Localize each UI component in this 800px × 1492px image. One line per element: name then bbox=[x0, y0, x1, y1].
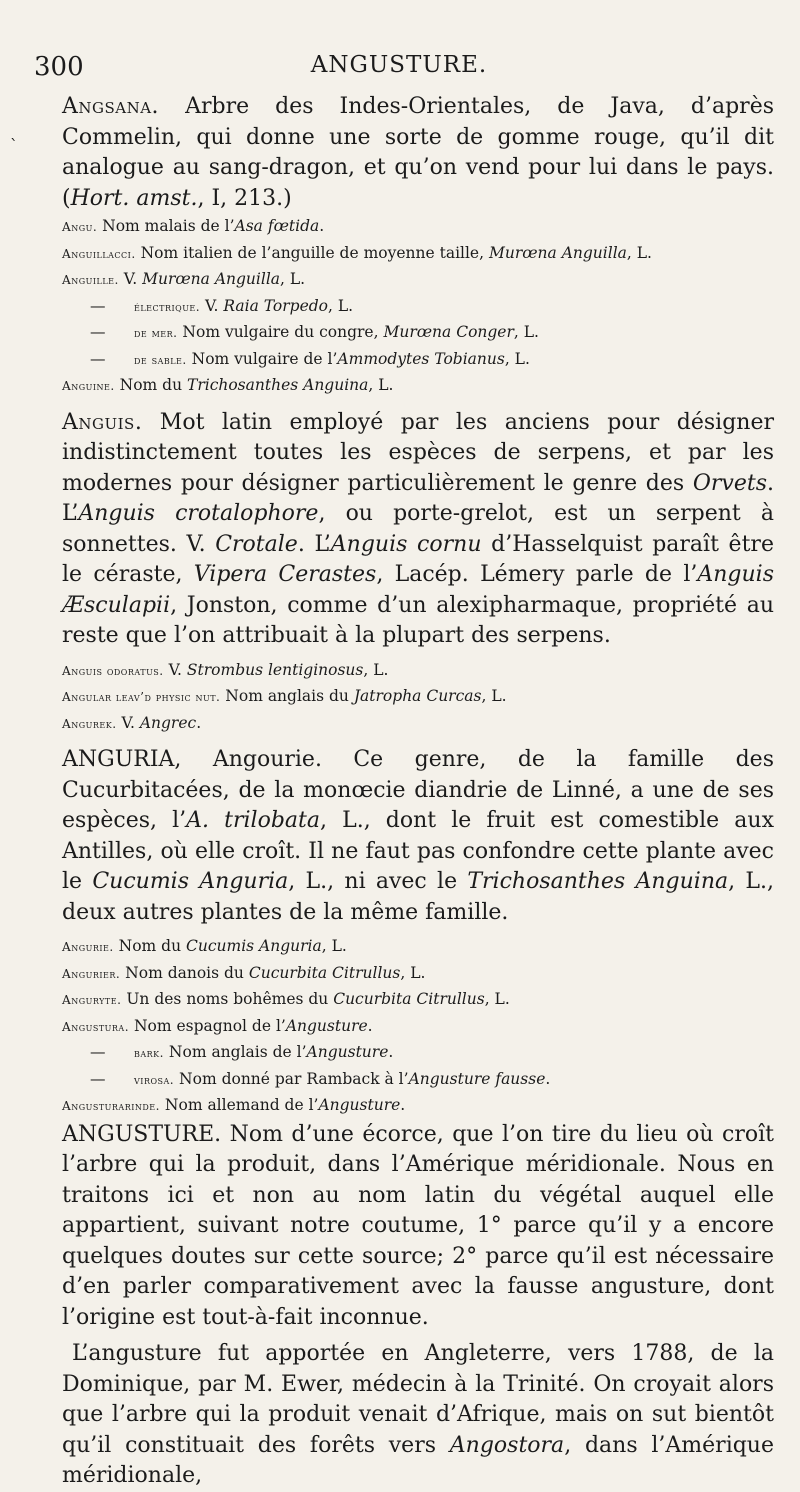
ditto-dash: — bbox=[90, 323, 106, 341]
entry-angustura-virosa: — virosa. Nom donné par Ramback à l’Angusture fausse. bbox=[62, 1067, 774, 1094]
entry-head: Angustura. bbox=[62, 1019, 130, 1034]
entry-head: Anguillacci. bbox=[62, 246, 136, 261]
entry-head: Anguille. bbox=[62, 273, 119, 287]
entry-head: Anguryte. bbox=[62, 993, 122, 1007]
entry-angsana: Angsana. Arbre des Indes-Orientales, de Java, d’après Commelin, qui donne une sorte de gomme rouge, qu’il dit analogue au sang-dragon, et qu’on vend pour lui dans le pays. (Hort. amst., I, 213.) bbox=[62, 94, 774, 211]
entry-angurie: Angurie. Nom du Cucumis Anguria, L. bbox=[62, 937, 347, 955]
entry-head: Anguis. bbox=[62, 409, 143, 435]
entry-anguille: Anguille. V. Murœna Anguilla, L. bbox=[62, 270, 306, 288]
entry-angusturarinde: Angusturarinde. Nom allemand de l’Angusture. bbox=[62, 1096, 406, 1114]
page-header bbox=[34, 52, 764, 92]
entry-head: ANGURIA bbox=[62, 747, 175, 772]
entry-anguryte: Anguryte. Un des noms bohêmes du Cucurbita Citrullus, L. bbox=[62, 990, 510, 1008]
entry-anguille-electrique: — électrique. V. Raia Torpedo, L. bbox=[62, 294, 774, 321]
entry-head: bark. bbox=[134, 1046, 164, 1060]
entry-head: Angurier. bbox=[62, 966, 121, 981]
ditto-dash: — bbox=[90, 1069, 106, 1088]
entry-head: Angular leav’d physic nut. bbox=[62, 690, 221, 704]
entry-anguis-odoratus: Anguis odoratus. V. Strombus lentiginosus, L. bbox=[62, 660, 389, 679]
entry-anguillacci: Anguillacci. Nom italien de l’anguille de moyenne taille, Murœna Anguilla, L. bbox=[62, 243, 652, 262]
entry-anguille-de-sable: — de sable. Nom vulgaire de l’Ammodytes Tobianus, L. bbox=[62, 347, 774, 374]
entry-head: de mer. bbox=[134, 326, 178, 340]
entry-angustura-bark: — bark. Nom anglais de l’Angusture. bbox=[62, 1040, 774, 1067]
entry-head: Angu. bbox=[62, 220, 98, 234]
ditto-dash: — bbox=[90, 296, 106, 315]
page-body bbox=[62, 92, 774, 1492]
entry-head: Angusturarinde. bbox=[62, 1099, 160, 1113]
entry-anguis: Anguis. Mot latin employé par les anciens pour désigner indistinctement toutes les espèces de serpens, et par les modernes pour désigner particulièrement le genre des Orvets. L’Anguis crotalophore, ou porte-grelot, est un serpent à sonnettes. V. Crotale. L’Anguis cornu d’Hasselquist paraît être le céraste, Vipera Cerastes, Lacép. Lémery parle de l’Anguis Æsculapii, Jonston, comme d’un alexipharmaque, propriété au reste que l’on attribuait à la plupart des serpens. bbox=[62, 409, 774, 648]
entry-head: Angurie. bbox=[62, 940, 114, 954]
ditto-dash: — bbox=[90, 1043, 106, 1061]
entry-angustura: Angustura. Nom espagnol de l’Angusture. bbox=[62, 1016, 373, 1035]
entry-angurek: Angurek. V. Angrec. bbox=[62, 713, 202, 732]
entry-angurier: Angurier. Nom danois du Cucurbita Citrullus, L. bbox=[62, 963, 426, 982]
page-number: 300 bbox=[34, 52, 84, 82]
entry-angu: Angu. Nom malais de l’Asa fœtida. bbox=[62, 217, 325, 235]
entry-anguille-de-mer: — de mer. Nom vulgaire du congre, Murœna Conger, L. bbox=[62, 320, 774, 347]
ditto-dash: — bbox=[90, 349, 106, 368]
entry-angular-leavd-physic-nut: Angular leav’d physic nut. Nom anglais du Jatropha Curcas, L. bbox=[62, 687, 507, 705]
margin-mark: ` bbox=[10, 136, 18, 155]
entry-head: électrique. bbox=[134, 299, 201, 314]
entry-anguria: ANGURIA, Angourie. Ce genre, de la famille des Cucurbitacées, de la monœcie diandrie de Linné, a une de ses espèces, l’A. trilobata, L., dont le fruit est comestible aux Antilles, où elle croît. Il ne faut pas confondre cette plante avec le Cucumis Anguria, L., ni avec le Trichosanthes Anguina, L., deux autres plantes de la même famille. bbox=[62, 747, 774, 925]
entry-head: Anguis odoratus. bbox=[62, 663, 164, 678]
entry-angusture: ANGUSTURE. Nom d’une écorce, que l’on tire du lieu où croît l’arbre qui la produit, dans l’Amérique méridionale. Nous en traitons ici et non au nom latin du végétal auquel elle appartient, suivant notre coutume, 1° parce qu’il y a encore quelques doutes sur cette source; 2° parce qu’il est nécessaire d’en parler comparativement avec la fausse angusture, dont l’origine est tout-à-fait inconnue. bbox=[62, 1121, 774, 1330]
entry-head: Angsana. bbox=[62, 94, 160, 119]
entry-head: de sable. bbox=[134, 352, 187, 367]
entry-head: Angurek. bbox=[62, 716, 117, 731]
entry-head: ANGUSTURE. bbox=[62, 1121, 222, 1147]
angusture-paragraph-2: L’angusture fut apportée en Angleterre, vers 1788, de la Dominique, par M. Ewer, médecin à la Trinité. On croyait alors que l’arbre qui la produit venait d’Afrique, mais on sut bientôt qu’il constituait des forêts vers Angostora, dans l’Amérique méridionale, bbox=[62, 1341, 775, 1488]
entry-anguine: Anguine. Nom du Trichosanthes Anguina, L. bbox=[62, 376, 394, 394]
running-title: ANGUSTURE. bbox=[310, 52, 488, 78]
entry-head: Anguine. bbox=[62, 379, 115, 393]
entry-head: virosa. bbox=[134, 1072, 175, 1087]
